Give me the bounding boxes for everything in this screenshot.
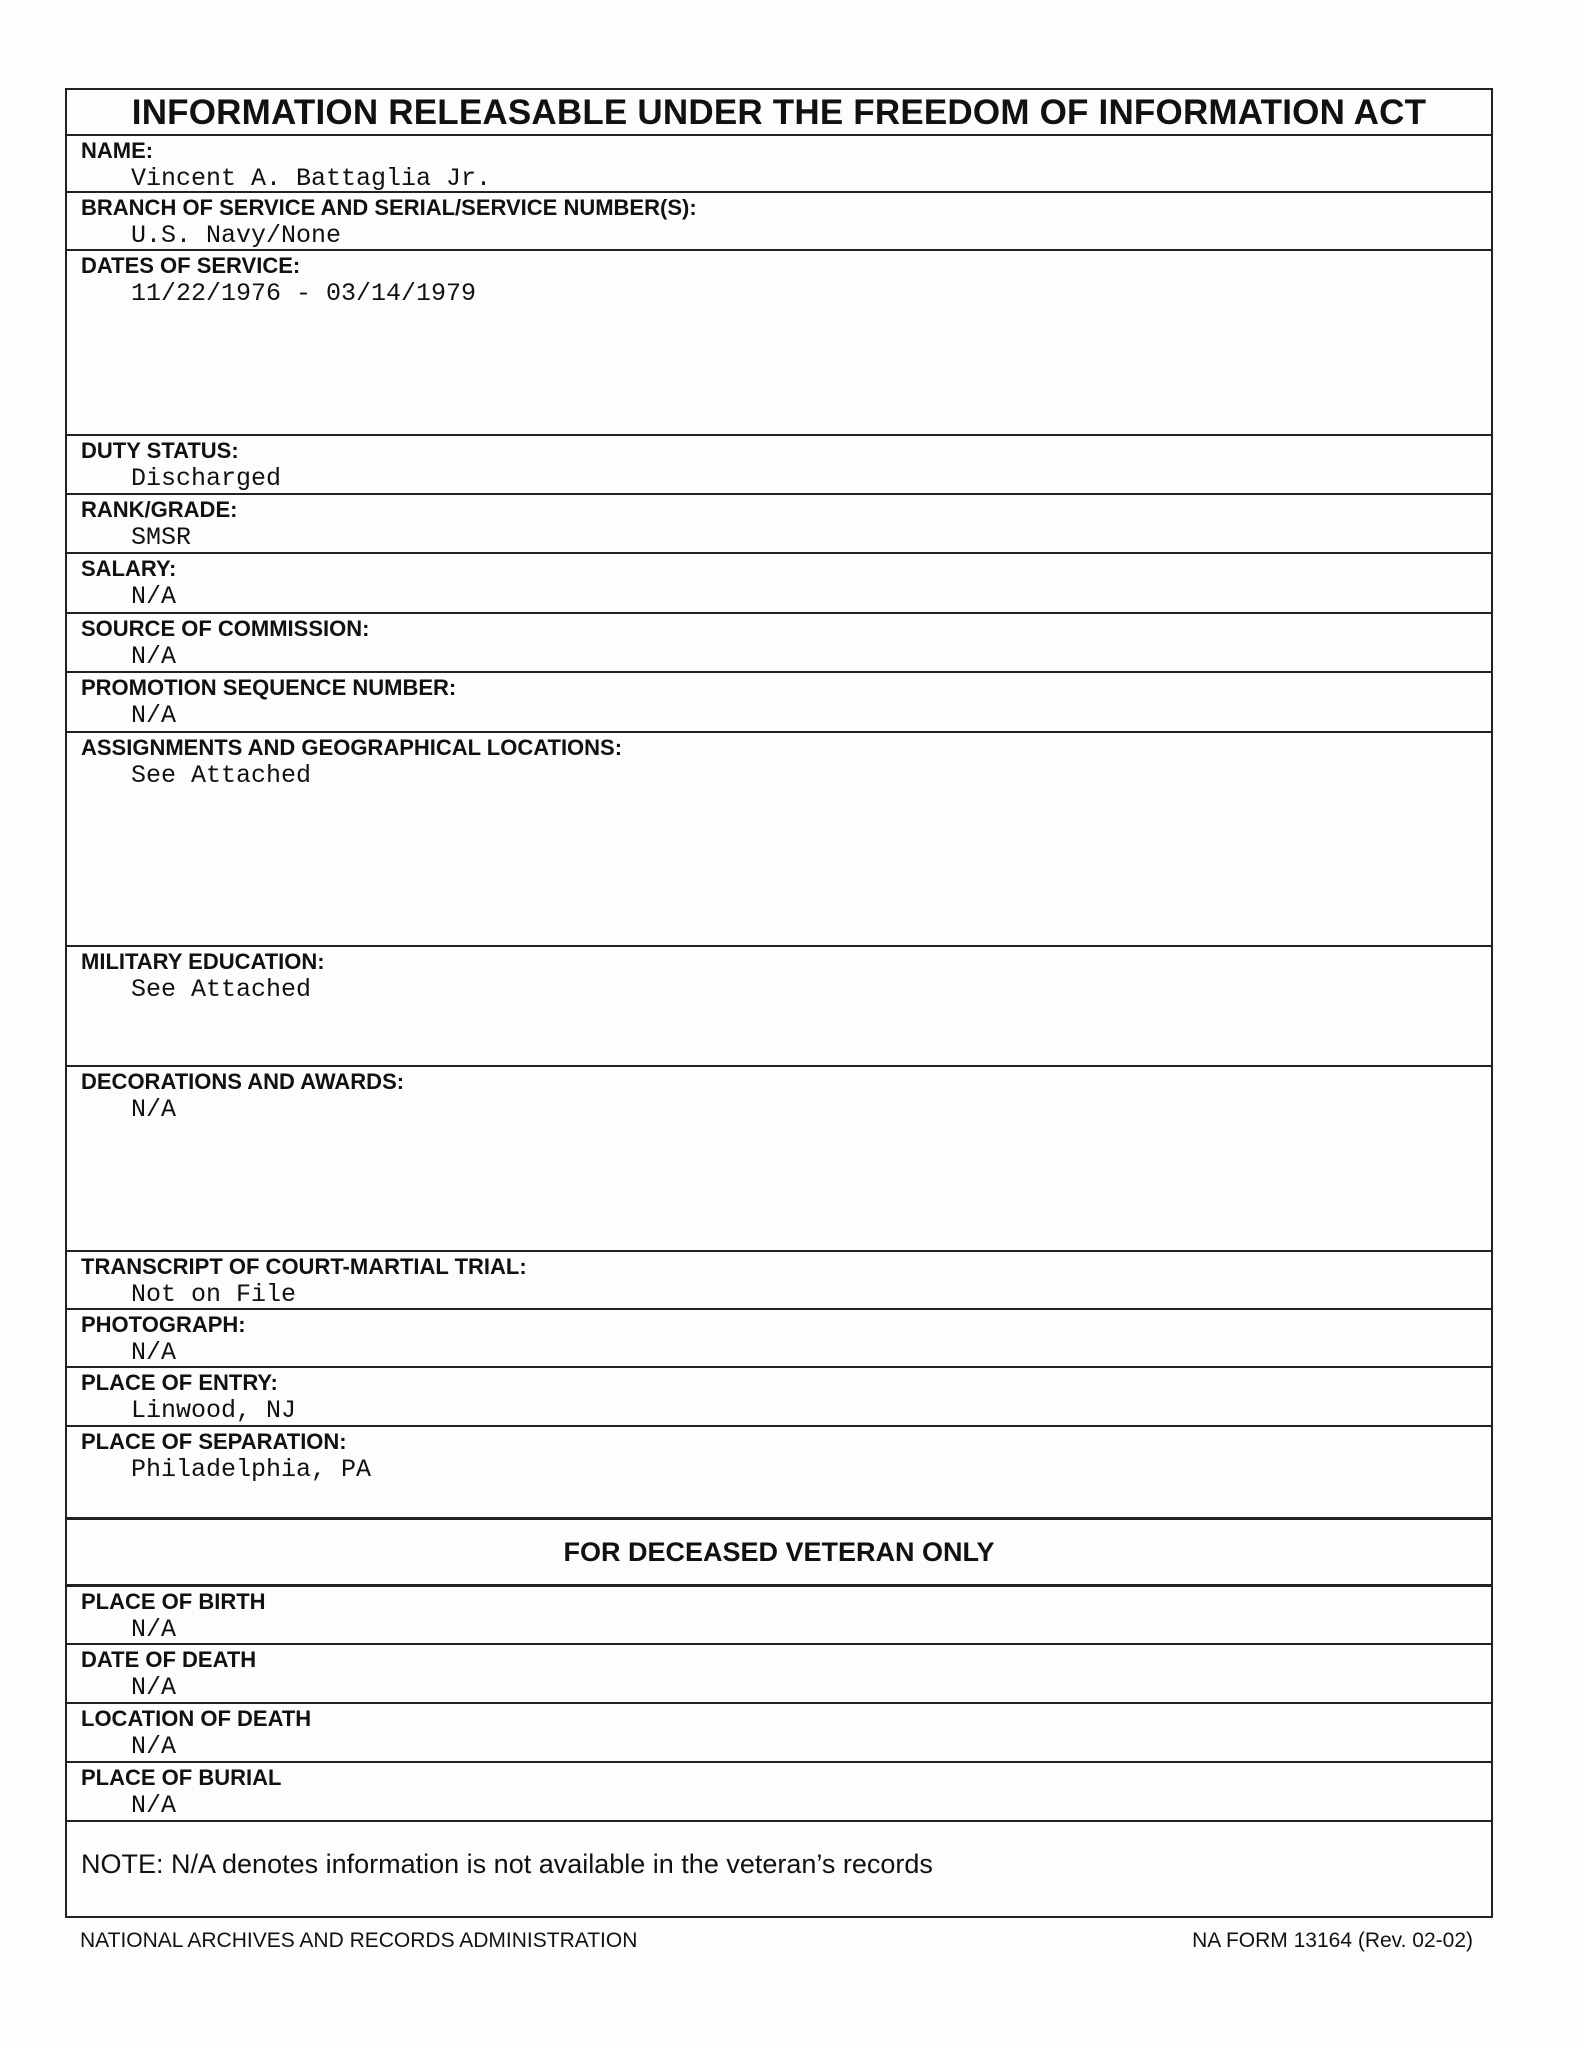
field-rank-grade (67, 495, 1491, 554)
field-value: SMSR (131, 523, 192, 552)
field-label: MILITARY EDUCATION: (81, 949, 325, 974)
field-photograph (67, 1310, 1491, 1368)
field-label: SOURCE OF COMMISSION: (81, 616, 370, 641)
field-date-of-death (67, 1645, 1491, 1704)
field-value: N/A (131, 642, 177, 671)
field-label: PLACE OF BIRTH (81, 1589, 266, 1614)
field-value: N/A (131, 582, 177, 611)
field-value: U.S. Navy/None (131, 221, 342, 250)
field-value: Linwood, NJ (131, 1396, 297, 1425)
field-military-education (67, 947, 1491, 1067)
field-label: RANK/GRADE: (81, 497, 238, 522)
field-label: PHOTOGRAPH: (81, 1312, 246, 1337)
field-value: N/A (131, 1615, 177, 1644)
field-place-of-birth (67, 1587, 1491, 1645)
deceased-section-heading: FOR DECEASED VETERAN ONLY (67, 1517, 1491, 1587)
field-value: N/A (131, 701, 177, 730)
field-value: 11/22/1976 - 03/14/1979 (131, 279, 477, 308)
field-value: N/A (131, 1673, 177, 1702)
field-value: See Attached (131, 761, 312, 790)
field-salary (67, 554, 1491, 614)
field-dates-of-service (67, 251, 1491, 436)
foia-form (65, 88, 1493, 1918)
field-branch-of-service (67, 193, 1491, 251)
field-place-of-separation (67, 1427, 1491, 1513)
field-place-of-entry (67, 1368, 1491, 1427)
field-value: See Attached (131, 975, 312, 1004)
field-value: N/A (131, 1791, 177, 1820)
form-title: INFORMATION RELEASABLE UNDER THE FREEDOM OF INFORMATION ACT (67, 90, 1491, 136)
field-value: N/A (131, 1338, 177, 1367)
field-name (67, 136, 1491, 193)
note-text: NOTE: N/A denotes information is not available in the veteran’s records (81, 1849, 933, 1879)
field-promotion-sequence-number (67, 673, 1491, 733)
field-location-of-death (67, 1704, 1491, 1763)
field-label: BRANCH OF SERVICE AND SERIAL/SERVICE NUMBER(S): (81, 195, 697, 220)
field-label: SALARY: (81, 556, 177, 581)
field-label: PROMOTION SEQUENCE NUMBER: (81, 675, 457, 700)
field-label: PLACE OF ENTRY: (81, 1370, 278, 1395)
field-duty-status (67, 436, 1491, 495)
field-label: DATES OF SERVICE: (81, 253, 301, 278)
field-label: NAME: (81, 138, 154, 163)
field-decorations-awards (67, 1067, 1491, 1252)
field-value: Vincent A. Battaglia Jr. (131, 164, 492, 193)
field-value: N/A (131, 1095, 177, 1124)
field-value: Not on File (131, 1280, 297, 1309)
field-label: DUTY STATUS: (81, 438, 239, 463)
field-court-martial-transcript (67, 1252, 1491, 1310)
field-value: N/A (131, 1732, 177, 1761)
field-value: Discharged (131, 464, 282, 493)
field-label: ASSIGNMENTS AND GEOGRAPHICAL LOCATIONS: (81, 735, 623, 760)
field-label: PLACE OF BURIAL (81, 1765, 282, 1790)
field-label: TRANSCRIPT OF COURT-MARTIAL TRIAL: (81, 1254, 527, 1279)
field-value: Philadelphia, PA (131, 1455, 372, 1484)
field-assignments-locations (67, 733, 1491, 947)
field-label: LOCATION OF DEATH (81, 1706, 312, 1731)
field-label: PLACE OF SEPARATION: (81, 1429, 347, 1454)
footer-agency: NATIONAL ARCHIVES AND RECORDS ADMINISTRATION (80, 1929, 638, 1952)
field-label: DATE OF DEATH (81, 1647, 257, 1672)
field-source-of-commission (67, 614, 1491, 673)
field-place-of-burial (67, 1763, 1491, 1822)
footer-form-number: NA FORM 13164 (Rev. 02-02) (1192, 1929, 1473, 1952)
field-label: DECORATIONS AND AWARDS: (81, 1069, 405, 1094)
